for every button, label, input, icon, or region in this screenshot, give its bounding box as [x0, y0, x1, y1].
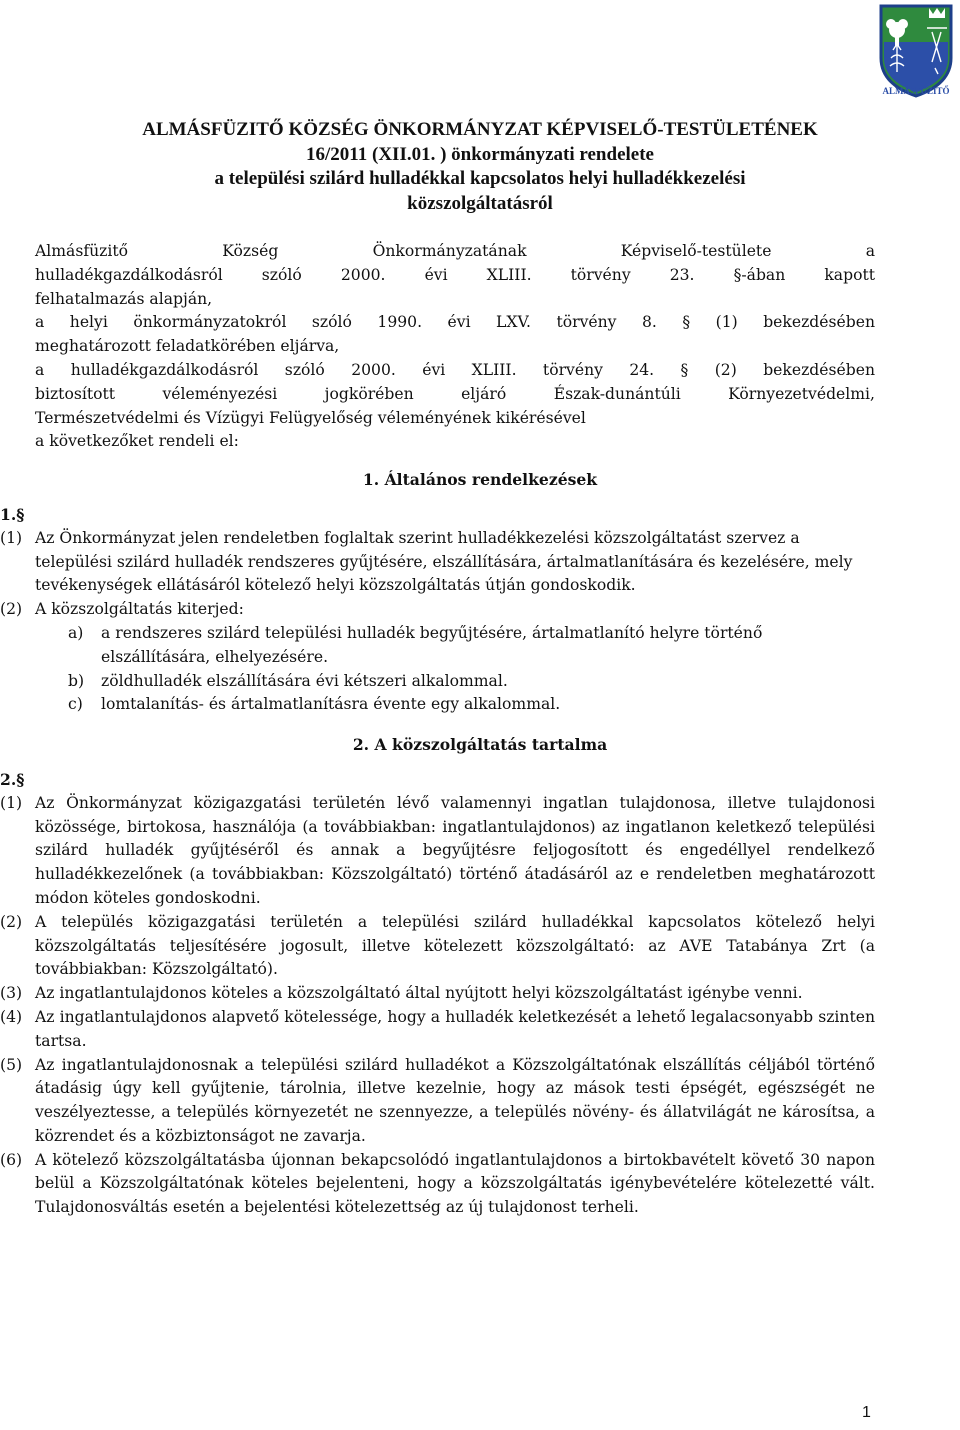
item-text: Az ingatlantulajdonosnak a települési szilárd hulladékot a Közszolgáltatónak elszállítás céljából történő átadásig úgy kell gyűjtenie, tárolnia, illetve kezelnie, hogy az mások testi épségét, egészségét ne veszélyeztesse, a település környezetét ne szennyezze, a település növény- és állatvilágát ne károsítsa, a közrendet és a közbiztonságot ne zavarja.: [35, 1055, 875, 1145]
paragraph-item: [0, 598, 875, 622]
sub-item: [68, 693, 875, 717]
sub-item-letter: a): [68, 623, 84, 642]
paragraph-item: [0, 1149, 875, 1220]
preamble-line: Természetvédelmi és Vízügyi Felügyelőség véleményének kikérésével: [35, 408, 586, 427]
item-number: (1): [0, 793, 23, 812]
paragraph-item: [0, 792, 875, 911]
paragraph-item: [0, 1054, 875, 1149]
header-subject-line1: a települési szilárd hulladékkal kapcsolatos helyi hulladékkezelési: [214, 168, 746, 189]
preamble-line: meghatározott feladatkörében eljárva,: [35, 337, 340, 356]
item-text: Az ingatlantulajdonos köteles a közszolgáltató által nyújtott helyi közszolgáltatást igénybe venni.: [35, 984, 803, 1003]
paragraph-item: [0, 911, 875, 982]
municipal-crest-logo: [875, 2, 957, 102]
section-title: 1. Általános rendelkezések: [362, 470, 598, 490]
header-subject-line2: közszolgáltatásról: [407, 192, 553, 214]
section-title: 2. A közszolgáltatás tartalma: [352, 735, 608, 755]
sub-item: [68, 670, 875, 694]
item-number: (3): [0, 984, 23, 1003]
item-number: (1): [0, 528, 23, 547]
preamble-line: a következőket rendeli el:: [35, 432, 239, 451]
item-text: A település közigazgatási területén a települési szilárd hulladékkal kapcsolatos kötelező helyi közszolgáltatás teljesítésére jogosult, illetve kötelezett közszolgáltató: az AVE Tatabánya Zrt (a továbbiakban: Közszolgáltató).: [35, 912, 875, 979]
header-issuer: ALMÁSFÜZITŐ KÖZSÉG ÖNKORMÁNYZAT KÉPVISELŐ-TESTÜLETÉNEK: [142, 119, 818, 140]
sub-item-text: zöldhulladék elszállítására évi kétszeri alkalommal.: [101, 671, 508, 690]
preamble: [35, 240, 875, 454]
sub-item: [68, 622, 875, 670]
sub-item-text: a rendszeres szilárd települési hulladék begyűjtésére, ártalmatlanító helyre történő elszállítására, elhelyezésére.: [101, 623, 763, 666]
crest-caption: ALMÁSFÜZITŐ: [882, 86, 950, 96]
sub-item-letter: b): [68, 671, 85, 690]
item-number: (5): [0, 1055, 23, 1074]
preamble-line: a hulladékgazdálkodásról szóló 2000. évi XLIII. törvény 24. § (2) bekezdésében: [35, 360, 875, 379]
item-text: Az ingatlantulajdonos alapvető kötelessége, hogy a hulladék keletkezését a lehető legalacsonyabb szinten tartsa.: [35, 1007, 875, 1050]
header-decree-number: 16/2011 (XII.01. ) önkormányzati rendelete: [306, 143, 654, 165]
item-number: (6): [0, 1150, 23, 1169]
preamble-line: a helyi önkormányzatokról szóló 1990. évi LXV. törvény 8. § (1) bekezdésében: [35, 313, 875, 332]
item-text: A kötelező közszolgáltatásba újonnan bekapcsolódó ingatlantulajdonos a birtokbavételt követő 30 napon belül a Közszolgáltatónak köteles bejelenteni, hogy a közszolgáltatás igénybevételére kötelezetté vált. Tulajdonosváltás esetén a bejelentési kötelezettség az új tulajdonost terheli.: [35, 1150, 875, 1217]
document-body: [0, 240, 875, 1220]
paragraph-number: 1.§: [0, 504, 25, 524]
document-header: [0, 118, 960, 216]
paragraph-number: 2.§: [0, 769, 25, 789]
item-text: Az Önkormányzat jelen rendeletben foglaltak szerint hulladékkezelési közszolgáltatást szervez a települési szilárd hulladék rendszeres gyűjtésére, elszállítására, ártalmatlanítására és kezelésére, mely tevékenységek ellátásáról kötelező helyi közszolgáltatás útján gondoskodik.: [35, 528, 853, 595]
sub-item-text: lomtalanítás- és ártalmatlanításra évente egy alkalommal.: [101, 695, 561, 714]
preamble-line: hulladékgazdálkodásról szóló 2000. évi XLIII. törvény 23. §-ában kapott: [35, 265, 875, 284]
item-number: (2): [0, 912, 23, 931]
paragraph-item: [0, 527, 875, 598]
paragraph-item: [0, 982, 875, 1006]
item-text: Az Önkormányzat közigazgatási területén lévő valamennyi ingatlan tulajdonosa, illetve tulajdonosi közössége, birtokosa, használója (a továbbiakban: ingatlantulajdonos) az ingatlanon keletkező települési szilárd hulladék gyűjtéséről és annak a begyűjtésre feljogosított és engedéllyel rendelkező hulladékkezelőnek (a továbbiakban: Közszolgáltató) történő átadásáról az e rendeletben meghatározott módon köteles gondoskodni.: [35, 793, 875, 907]
item-text: A közszolgáltatás kiterjed:: [35, 600, 244, 619]
preamble-line: biztosított véleményezési jogkörében eljáró Észak-dunántúli Környezetvédelmi,: [35, 384, 875, 403]
item-number: (2): [0, 600, 23, 619]
item-number: (4): [0, 1007, 23, 1026]
preamble-line: felhatalmazás alapján,: [35, 289, 213, 308]
sub-item-letter: c): [68, 695, 83, 714]
paragraph-item: [0, 1006, 875, 1054]
preamble-line: Almásfüzitő Község Önkormányzatának Képviselő-testülete a: [35, 242, 875, 260]
page-number: 1: [862, 1404, 871, 1421]
